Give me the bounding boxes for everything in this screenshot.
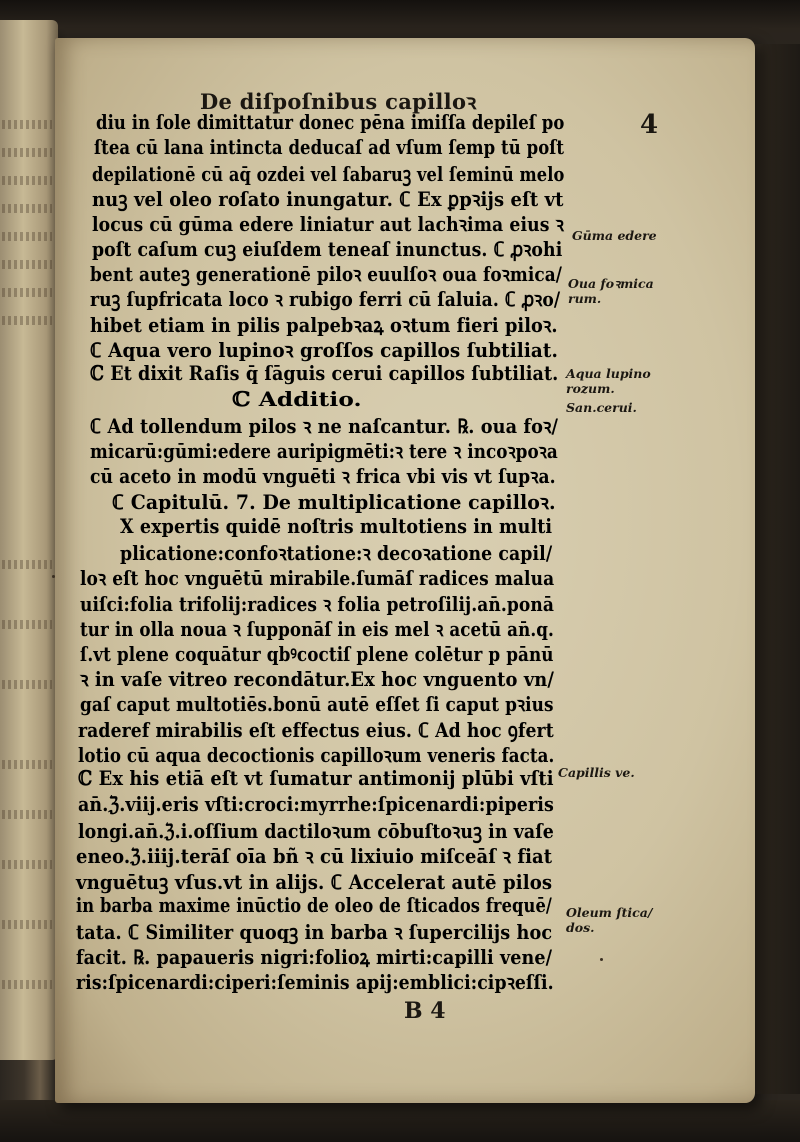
- ghost-text: [2, 176, 52, 185]
- margin-note: Oleum ſtica/: [566, 905, 653, 920]
- text-line: micarū:gūmi:edere auripigmēti:ꝛ tere ꝛ incoꝛpoꝛa: [90, 439, 558, 463]
- text-line: ℂ Additio.: [232, 387, 362, 411]
- ghost-text: [2, 760, 52, 769]
- text-line: uiſci:folia trifolij:radices ꝛ folia petroſilij.an̄.ponā: [80, 592, 555, 616]
- previous-page-edge: [0, 20, 58, 1060]
- folio-number: 4: [640, 110, 659, 140]
- ghost-text: [2, 920, 52, 929]
- ghost-text: [2, 680, 52, 689]
- bottom-shadow: [0, 1100, 800, 1142]
- ghost-text: [2, 316, 52, 325]
- text-line: plicatione:confoꝛtatione:ꝛ decoꝛatione capil/: [120, 541, 553, 565]
- ghost-text: [2, 120, 52, 129]
- ghost-text: [2, 560, 52, 569]
- text-line: raderef mirabilis eſt effectus eius. ℂ Ad hoc ꝯfert: [78, 718, 554, 742]
- text-line: ℂ Aqua vero lupinoꝛ groſſos capillos ſubtiliat.: [90, 338, 558, 362]
- text-line: ruꝫ ſupfricata loco ꝛ rubigo ferri cū ſaluia. ℂ ꝓꝛo/: [90, 287, 561, 311]
- ghost-text: [2, 288, 52, 297]
- text-line: longi.an̄.ℨ.i.oſſium dactiloꝛum cōbuſtoꝛuꝫ in vaſe: [78, 819, 554, 843]
- ghost-text: [2, 810, 52, 819]
- ghost-text: [2, 232, 52, 241]
- margin-note: Capillis ve.: [558, 765, 635, 780]
- text-line: vnguētuꝫ vſus.vt in alijs. ℂ Accelerat autē pilos: [76, 870, 553, 894]
- text-line: loꝛ eſt hoc vnguētū mirabile.ſumāſ radices malua: [80, 566, 555, 590]
- text-line: lotio cū aqua decoctionis capilloꝛum veneris facta.: [78, 743, 555, 767]
- ghost-text: [2, 860, 52, 869]
- text-line: ꝛ in vaſe vitreo recondātur.Ex hoc vnguento vn/: [80, 667, 554, 691]
- text-line: ℂ Ex his etiā eſt vt ſumatur antimonij plūbi vſti: [78, 766, 554, 790]
- running-head: De diſpoſnibus capilloꝛ: [200, 89, 477, 114]
- text-line: hibet etiam in pilis palpebꝛaꝝ oꝛtum fieri piloꝛ.: [90, 313, 558, 337]
- text-line: cū aceto in modū vnguēti ꝛ frica vbi vis vt ſupꝛa.: [90, 464, 556, 488]
- text-line: tur in olla noua ꝛ ſupponāſ in eis mel ꝛ acetū an̄.q.: [80, 617, 554, 641]
- text-line: X expertis quidē noſtris multotiens in multi: [120, 514, 553, 538]
- text-line: bent auteꝫ generationē piloꝛ euulſoꝛ oua foꝛmica/: [90, 262, 563, 286]
- right-edge-shadow: [748, 44, 800, 1094]
- text-line: eneo.ℨ.iiij.terāſ oīa bñ ꝛ cū lixiuio miſceāſ ꝛ fiat: [76, 844, 553, 868]
- ghost-text: [2, 260, 52, 269]
- margin-note: Gūma edere: [572, 228, 657, 243]
- text-line: ſ.vt plene coquātur qbꝰcoctiſ plene colētur p pānū: [80, 642, 554, 666]
- text-line: poſt caſum cuꝫ eiuſdem teneaſ inunctus. ℂ ꝓꝛohi: [92, 237, 563, 261]
- text-line: ℂ Et dixit Raſis q̄ ſāguis cerui capillos ſubtiliat.: [90, 361, 559, 385]
- margin-note: rozum.: [566, 381, 615, 396]
- ghost-text: [2, 980, 52, 989]
- text-line: facit. ℞. papaueris nigri:folioꝝ mirti:capilli vene/: [76, 945, 553, 969]
- margin-note: Oua foꝛmica: [568, 276, 654, 291]
- ghost-text: [2, 204, 52, 213]
- margin-note: rum.: [568, 291, 602, 306]
- ghost-text: [2, 620, 52, 629]
- text-line: an̄.ℨ.viij.eris vſti:croci:myrrhe:ſpicenardi:piperis: [78, 792, 554, 816]
- text-line: ſtea cū lana intincta deducaſ ad vſum ſemp tū poſt: [94, 135, 565, 159]
- margin-note: San.cerui.: [566, 400, 637, 415]
- text-line: ris:ſpicenardi:ciperi:ſeminis apij:emblici:cipꝛeſſi.: [76, 970, 554, 994]
- margin-note: dos.: [566, 920, 595, 935]
- signature-mark: B 4: [404, 998, 446, 1024]
- ink-speck: [600, 958, 603, 961]
- text-line: ℂ Ad tollendum pilos ꝛ ne naſcantur. ℞. oua foꝛ/: [90, 414, 559, 438]
- text-line: diu in ſole dimittatur donec pēna imiſſa depileſ po: [96, 110, 565, 134]
- text-line: tata. ℂ Similiter quoqꝫ in barba ꝛ ſupercilijs hoc: [76, 920, 553, 944]
- text-line: ℂ Capitulū. 7. De multiplicatione capilloꝛ.: [112, 490, 556, 514]
- ink-speck: [52, 575, 55, 578]
- margin-note: Aqua lupino: [566, 366, 651, 381]
- text-line: locus cū gūma edere liniatur aut lachꝛima eius ꝛ: [92, 212, 564, 236]
- text-line: nuꝫ vel oleo roſato inungatur. ℂ Ex ꝑpꝛijs eſt vt: [92, 187, 564, 211]
- ghost-text: [2, 148, 52, 157]
- text-line: gaſ caput multotiēs.bonū autē eſſet ſi caput pꝛius: [80, 692, 554, 716]
- text-line: depilationē cū aq̄ ozdei vel ſabaruꝫ vel ſeminū melo: [92, 162, 565, 186]
- text-line: in barba maxime inūctio de oleo de ſticados frequē/: [76, 893, 552, 917]
